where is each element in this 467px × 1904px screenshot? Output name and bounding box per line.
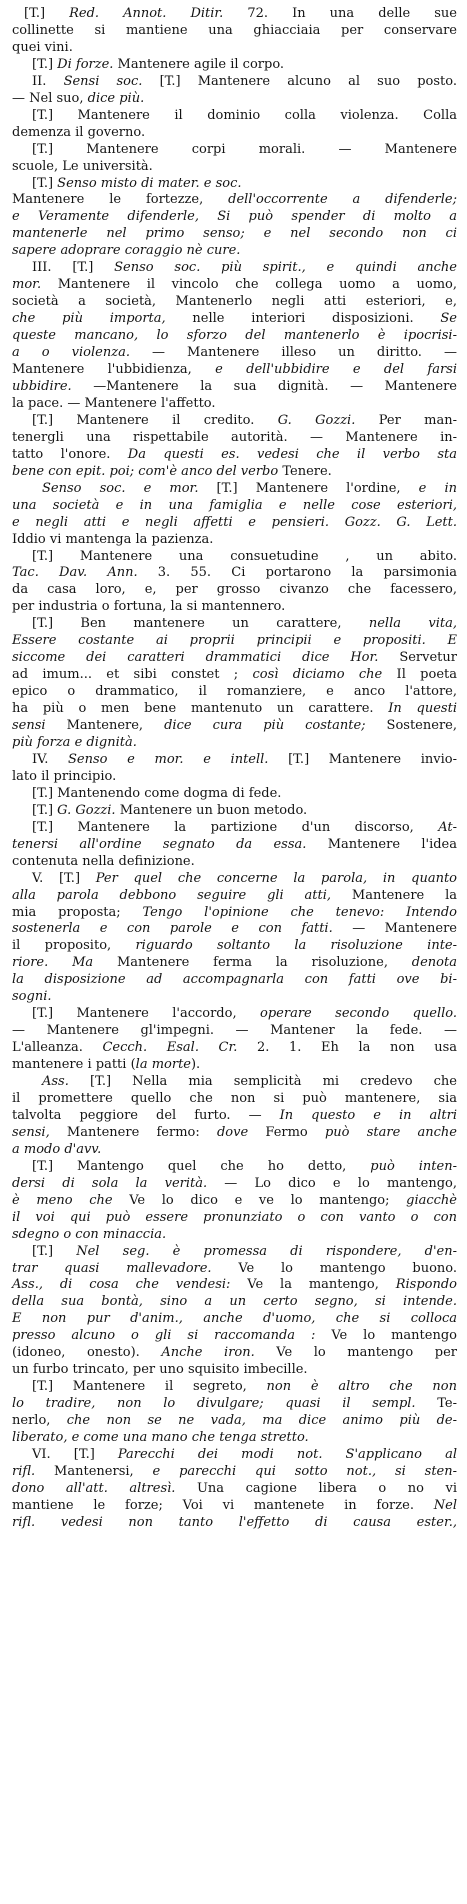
text-line: Ass., di cosa che vendesi: Ve la mantengo, Rispondo	[12, 1277, 457, 1293]
text-line: [T.] Mantenere il credito. G. Gozzi. Per man-	[32, 412, 457, 428]
text-line: tenersi all'ordine segnato da essa. Mantenere l'idea	[12, 836, 457, 852]
text-line: il voi qui può essere pronunziato o con vanto o con	[12, 1209, 457, 1225]
text-line: [T.] Senso misto di mater. e soc.	[32, 175, 242, 191]
text-line: è meno che Ve lo dico e ve lo mantengo; giacchè	[12, 1192, 457, 1208]
text-line: Tac. Dav. Ann. 3. 55. Ci portarono la parsimonia	[12, 565, 457, 581]
text-line: E non pur d'anim., anche d'uomo, che si colloca	[12, 1311, 457, 1327]
text-line: più forza e dignità.	[12, 734, 137, 750]
text-line: mantiene le forze; Voi vi mantenete in forze. Nel	[12, 1497, 457, 1513]
text-line: [T.] Di forze. Mantenere agile il corpo.	[32, 56, 285, 72]
text-line: da casa loro, e, per grosso civanzo che facessero,	[12, 582, 457, 598]
text-line: [T.] Mantenere la partizione d'un discorso, At-	[32, 819, 457, 835]
text-line: II. Sensi soc. [T.] Mantenere alcuno al suo posto.	[32, 73, 457, 89]
text-line: bene con epit. poi; com'è anco del verbo Tenere.	[12, 463, 332, 479]
text-line: [T.] Mantenere una consuetudine , un abito.	[32, 548, 457, 564]
text-line: la pace. — Mantenere l'affetto.	[12, 395, 216, 411]
text-line: IV. Senso e mor. e intell. [T.] Mantenere invio-	[32, 751, 458, 767]
text-line: tenergli una rispettabile autorità. — Mantenere in-	[12, 429, 457, 445]
text-line: [T.] G. Gozzi. Mantenere un buon metodo.	[32, 802, 308, 818]
text-line: a o violenza. — Mantenere illeso un diritto. —	[12, 345, 457, 361]
text-line: Essere costante ai proprii principii e propositi. E	[12, 633, 457, 649]
text-line: dono all'att. altresì. Una cagione libera o no vi	[12, 1480, 457, 1496]
text-line: società a società, Mantenerlo negli atti esteriori, e,	[12, 294, 457, 310]
text-line: mor. Mantenere il vincolo che collega uomo a uomo,	[12, 277, 457, 293]
text-line: demenza il governo.	[12, 124, 146, 140]
text-line: per industria o fortuna, la si mantennero.	[12, 599, 286, 615]
text-line: quei vini.	[12, 39, 73, 55]
text-line: rifl. Mantenersi, e parecchi qui sotto not., si sten-	[12, 1463, 458, 1479]
text-line: — Nel suo, dice più.	[12, 90, 145, 106]
text-line: Iddio vi mantenga la pazienza.	[12, 531, 214, 547]
text-line: VI. [T.] Parecchi dei modi not. S'applicano al	[32, 1447, 457, 1463]
text-line: [T.] Nel seg. è promessa di rispondere, d'en-	[32, 1243, 458, 1259]
text-line: sapere adoprare coraggio nè cure.	[12, 243, 241, 259]
text-line: scuole, Le università.	[12, 158, 153, 174]
text-line: liberato, e come una mano che tenga stretto.	[12, 1430, 309, 1446]
text-line: il promettere quello che non si può mantenere, sia	[12, 1091, 457, 1106]
text-line: siccome dei caratteri drammatici dice Hor. Servetur	[12, 650, 457, 666]
text-line: [T.] Ben mantenere un carattere, nella vita,	[32, 616, 457, 632]
text-line: [T.] Mantengo quel che ho detto, può inten-	[32, 1158, 457, 1174]
text-line: nerlo, che non se ne vada, ma dice animo più de-	[12, 1413, 457, 1429]
text-line: mia proposta; Tengo l'opinione che tenevo: Intendo	[12, 904, 457, 920]
text-line: tatto l'onore. Da questi es. vedesi che il verbo sta	[12, 446, 458, 462]
text-line: mantenere i patti (la morte).	[12, 1057, 201, 1073]
text-line: la disposizione ad accompagnarla con fatti ove bi-	[12, 972, 457, 988]
text-line: sostenerla e con parole e con fatti. — Mantenere	[12, 921, 458, 937]
text-line: [T.] Mantenere il segreto, non è altro che non	[32, 1379, 457, 1395]
text-line: talvolta peggiore del furto. — In questo e in altri	[12, 1107, 457, 1123]
text-line: riore. Ma Mantenere ferma la risoluzione, denota	[12, 955, 457, 971]
text-line: [T.] Mantenere il dominio colla violenza. Colla	[32, 107, 457, 123]
text-line: sogni.	[12, 989, 52, 1005]
text-line: III. [T.] Senso soc. più spirit., e quindi anche	[32, 260, 457, 276]
text-line: rifl. vedesi non tanto l'effetto di causa ester.,	[12, 1514, 457, 1530]
text-line: (idoneo, onesto). Anche iron. Ve lo mantengo per	[12, 1345, 457, 1361]
text-line: Ass. [T.] Nella mia semplicità mi credevo che	[42, 1074, 457, 1090]
text-line: della sua bontà, sino a un certo segno, si intende.	[12, 1294, 457, 1310]
text-line: — Mantenere gl'impegni. — Mantener la fede. —	[12, 1023, 457, 1039]
text-line: ha più o men bene mantenuto un carattere. In questi	[12, 701, 457, 717]
text-line: dersi di sola la verità. — Lo dico e lo mantengo,	[12, 1175, 457, 1191]
text-line: [T.] Red. Annot. Ditir. 72. In una delle sue	[24, 6, 457, 21]
text-line: [T.] Mantenendo come dogma di fede.	[32, 785, 282, 801]
text-line: contenuta nella definizione.	[12, 853, 195, 869]
text-line: sdegno o con minaccia.	[12, 1226, 167, 1242]
text-line: mantenerle nel primo senso; e nel secondo non ci	[12, 226, 457, 242]
text-line: lato il principio.	[12, 768, 117, 784]
text-line: e negli atti e negli affetti e pensieri. Gozz. G. Lett.	[12, 514, 457, 530]
text-line: V. [T.] Per quel che concerne la parola, in quanto	[32, 870, 457, 886]
text-line: sensi Mantenere, dice cura più costante; Sostenere,	[12, 718, 457, 734]
text-line: il proposito, riguardo soltanto la risoluzione inte-	[12, 938, 457, 954]
text-line: sensi, Mantenere fermo: dove Fermo può stare anche	[12, 1124, 457, 1140]
text-line: Mantenere le fortezze, dell'occorrente a difenderle;	[12, 192, 457, 208]
text-line: lo tradire, non lo divulgare; quasi il sempl. Te-	[12, 1396, 457, 1412]
text-line: [T.] Mantenere l'accordo, operare secondo quello.	[32, 1006, 458, 1022]
text-line: una società e in una famiglia e nelle cose esteriori,	[12, 497, 457, 513]
text-line: [T.] Mantenere corpi morali. — Mantenere	[32, 141, 457, 157]
text-line: trar quasi mallevadore. Ve lo mantengo buono.	[12, 1260, 458, 1276]
text-line: L'alleanza. Cecch. Esal. Cr. 2. 1. Eh la non usa	[12, 1040, 457, 1056]
text-line: che più importa, nelle interiori disposizioni. Se	[12, 311, 458, 327]
text-line: a modo d'avv.	[12, 1141, 102, 1157]
text-line: collinette si mantiene una ghiacciaia per conservare	[12, 22, 457, 38]
text-line: queste mancano, lo sforzo del mantenerlo è ipocrisi-	[12, 328, 457, 344]
text-line: un furbo trincato, per uno squisito imbecille.	[12, 1362, 308, 1378]
text-line: Mantenere l'ubbidienza, e dell'ubbidire e del farsi	[12, 362, 457, 378]
text-line: e Veramente difenderle, Si può spender di molto a	[12, 209, 457, 225]
text-line: Senso soc. e mor. [T.] Mantenere l'ordine, e in	[42, 480, 457, 496]
text-line: alla parola debbono seguire gli atti, Mantenere la	[12, 887, 458, 903]
text-line: presso alcuno o gli si raccomanda : Ve lo mantengo	[12, 1328, 457, 1344]
text-line: epico o drammatico, il romanziere, e anco l'attore,	[12, 684, 457, 700]
text-line: ubbidire. —Mantenere la sua dignità. — Mantenere	[12, 378, 457, 394]
text-line: ad imum... et sibi constet ; così diciamo che Il poeta	[12, 667, 457, 683]
